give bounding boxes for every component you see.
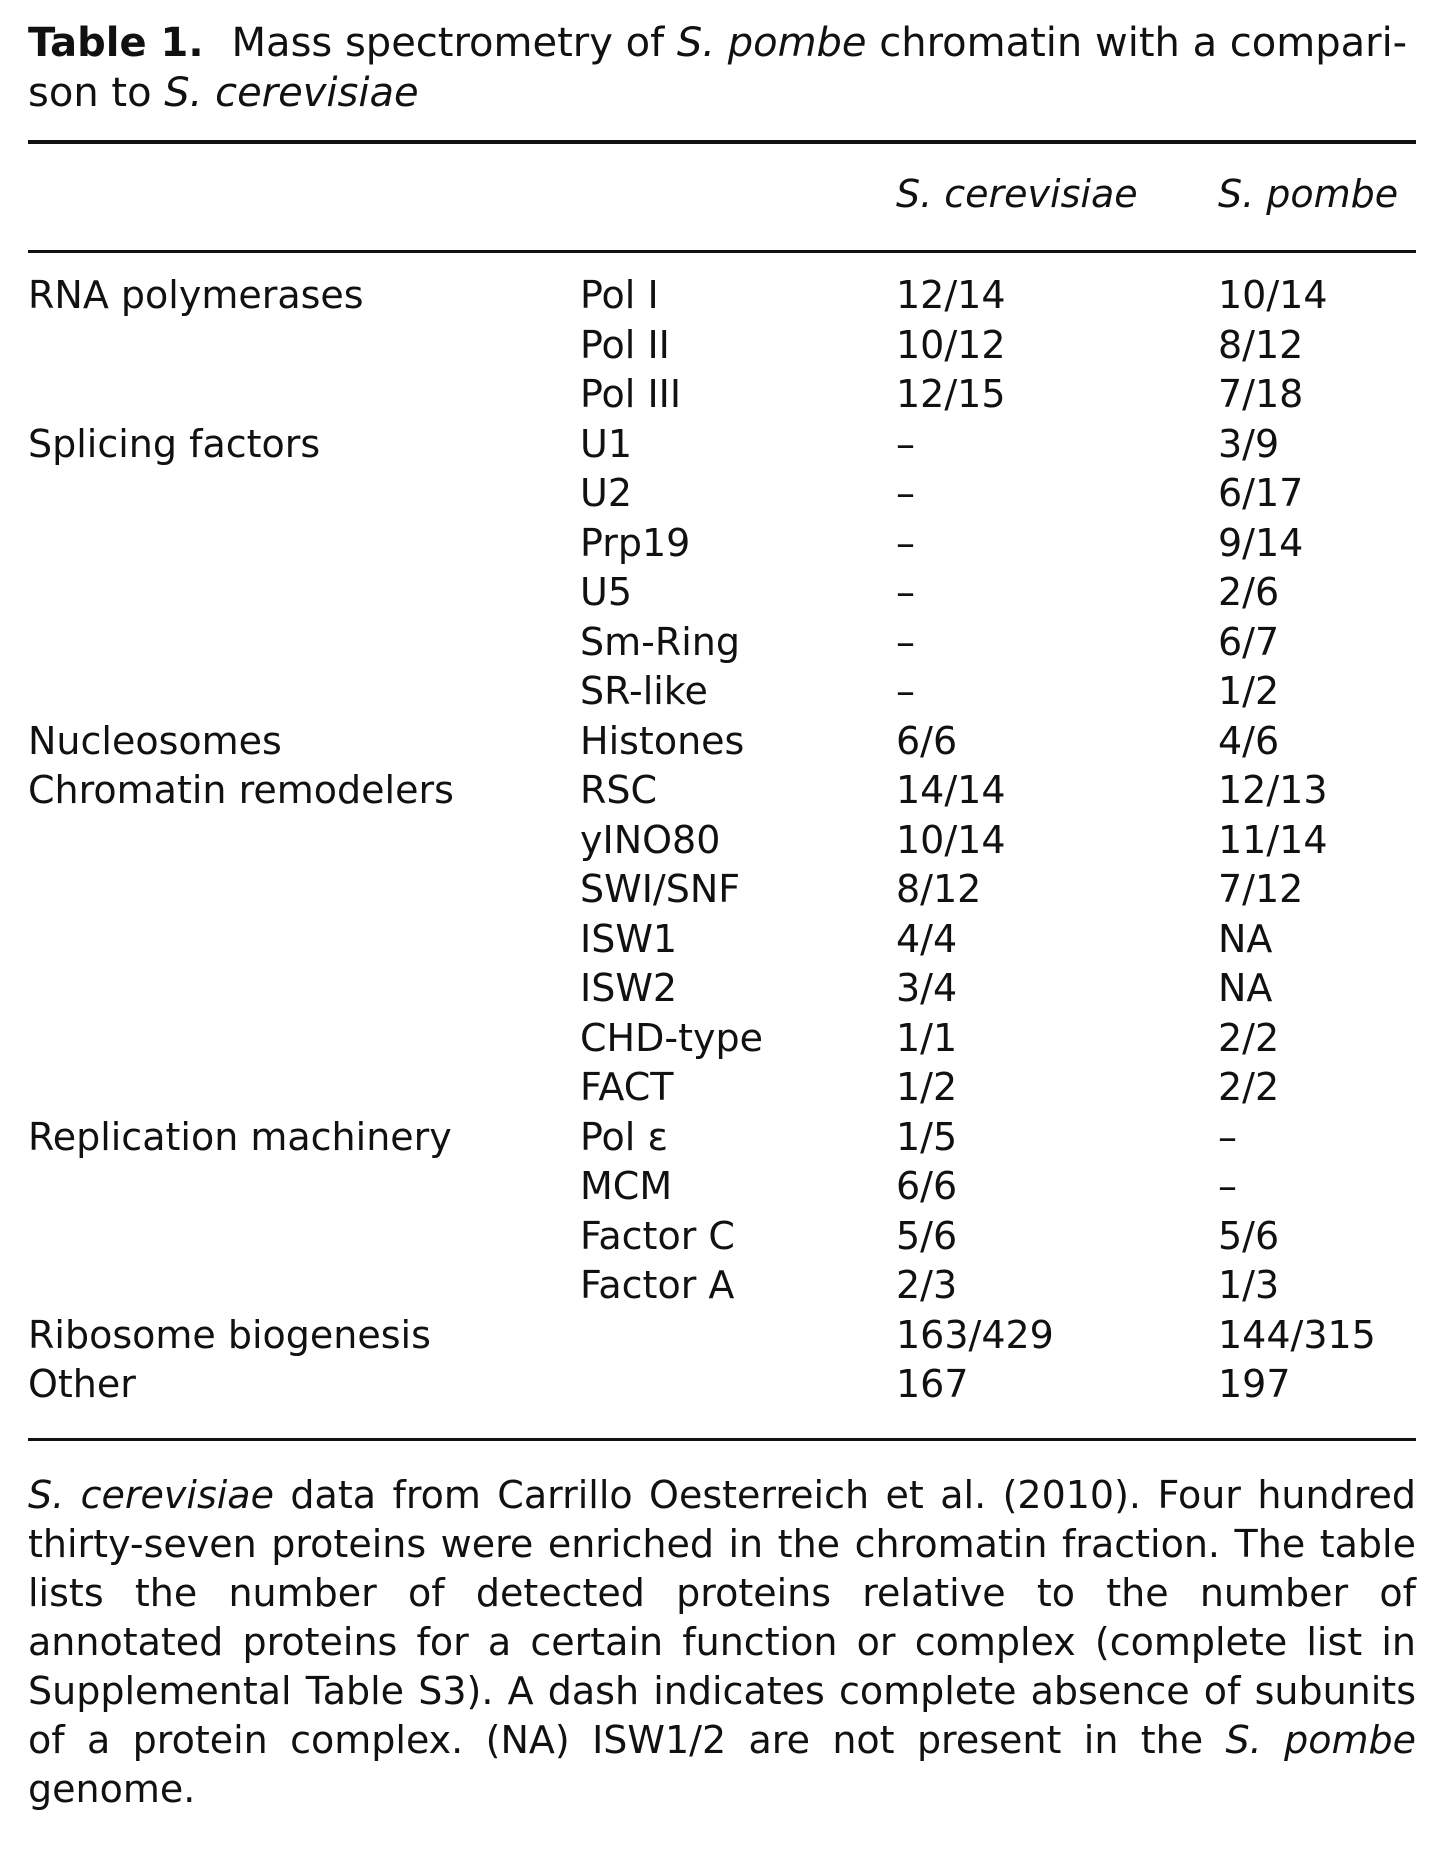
row-s-cerevisiae-value: 1/1: [896, 1015, 958, 1060]
row-category: Nucleosomes: [28, 718, 282, 763]
footnote-species-1: S. cerevisiae: [28, 1472, 274, 1517]
column-header-s-pombe: S. pombe: [1218, 172, 1399, 216]
row-category: Replication machinery: [28, 1114, 452, 1159]
row-s-cerevisiae-value: 167: [896, 1362, 969, 1406]
row-complex: ISW2: [580, 966, 678, 1010]
row-s-pombe-value: 2/2: [1218, 1065, 1280, 1109]
row-category: Chromatin remodelers: [28, 768, 454, 812]
row-s-cerevisiae-value: 163/429: [896, 1312, 1054, 1357]
row-s-pombe-value: 144/315: [1218, 1312, 1376, 1357]
row-s-cerevisiae-value: 8/12: [896, 867, 982, 911]
row-s-cerevisiae-value: 14/14: [896, 768, 1006, 812]
table-row: [28, 420, 1416, 470]
row-s-cerevisiae-value: 6/6: [896, 1164, 958, 1208]
row-s-pombe-value: 7/12: [1218, 867, 1304, 911]
row-complex: Pol I: [580, 273, 659, 317]
table-row: [28, 816, 1416, 866]
row-s-pombe-value: 2/2: [1218, 1015, 1280, 1060]
row-s-pombe-value: NA: [1218, 966, 1273, 1010]
title-species-1: S. pombe: [676, 20, 867, 66]
table-row: [28, 1162, 1416, 1212]
row-s-cerevisiae-value: 10/12: [896, 322, 1006, 367]
row-s-pombe-value: 3/9: [1218, 421, 1280, 466]
row-complex: yINO80: [580, 817, 721, 862]
row-s-pombe-value: 6/17: [1218, 471, 1304, 515]
row-s-pombe-value: NA: [1218, 916, 1273, 961]
table-row: [28, 865, 1416, 915]
row-category: RNA polymerases: [28, 273, 364, 317]
row-complex: Factor A: [580, 1263, 735, 1307]
row-s-cerevisiae-value: 12/15: [896, 372, 1006, 416]
table-row: [28, 1063, 1416, 1113]
row-s-cerevisiae-value: 1/2: [896, 1065, 958, 1109]
table-row: [28, 1311, 1416, 1361]
title-text-1: Mass spectrometry of: [231, 20, 677, 66]
row-complex: SR-like: [580, 669, 708, 713]
table-row: [28, 1113, 1416, 1163]
row-s-pombe-value: 5/6: [1218, 1213, 1280, 1258]
table-row: [28, 271, 1416, 321]
row-s-pombe-value: 4/6: [1218, 718, 1280, 763]
table-header-row: [28, 144, 1416, 250]
row-s-pombe-value: 12/13: [1218, 768, 1328, 812]
row-s-pombe-value: 8/12: [1218, 322, 1304, 367]
table-label: Table 1.: [28, 20, 204, 66]
row-category: Splicing factors: [28, 421, 321, 466]
table-row: [28, 717, 1416, 767]
row-complex: MCM: [580, 1164, 673, 1208]
table-container: [28, 18, 1416, 1852]
row-s-cerevisiae-value: 3/4: [896, 966, 958, 1010]
row-complex: Pol III: [580, 372, 682, 416]
row-complex: FACT: [580, 1065, 674, 1109]
row-complex: Histones: [580, 718, 745, 763]
table-row: [28, 370, 1416, 420]
table-row: [28, 964, 1416, 1014]
row-s-cerevisiae-value: 10/14: [896, 817, 1006, 862]
row-complex: Prp19: [580, 520, 691, 565]
table-row: [28, 1212, 1416, 1262]
row-s-pombe-value: 197: [1218, 1362, 1291, 1406]
row-s-cerevisiae-value: –: [896, 619, 915, 664]
row-complex: SWI/SNF: [580, 867, 741, 911]
row-s-pombe-value: 1/2: [1218, 669, 1280, 713]
row-complex: CHD-type: [580, 1015, 763, 1060]
row-complex: RSC: [580, 768, 658, 812]
row-category: Ribosome biogenesis: [28, 1312, 431, 1357]
table-row: [28, 321, 1416, 371]
column-header-s-cerevisiae: S. cerevisiae: [896, 172, 1138, 216]
row-s-cerevisiae-value: 6/6: [896, 718, 958, 763]
table-row: [28, 568, 1416, 618]
row-s-cerevisiae-value: 5/6: [896, 1213, 958, 1258]
row-s-pombe-value: 1/3: [1218, 1263, 1280, 1307]
table-row: [28, 667, 1416, 717]
row-s-pombe-value: –: [1218, 1164, 1237, 1208]
table-title: [28, 18, 1416, 118]
row-complex: U1: [580, 421, 632, 466]
row-s-pombe-value: 7/18: [1218, 372, 1304, 416]
title-species-2: S. cerevisiae: [164, 70, 419, 116]
row-s-pombe-value: –: [1218, 1114, 1237, 1159]
row-category: Other: [28, 1362, 136, 1406]
row-s-cerevisiae-value: 1/5: [896, 1114, 958, 1159]
table-row: [28, 1014, 1416, 1064]
table-body: [28, 253, 1416, 1438]
row-s-cerevisiae-value: 2/3: [896, 1263, 958, 1307]
table-row: [28, 915, 1416, 965]
row-complex: ISW1: [580, 916, 678, 961]
row-complex: Pol II: [580, 322, 670, 367]
title-text-2: chromatin with a compari-son to: [28, 20, 1408, 116]
row-complex: U5: [580, 570, 632, 614]
row-complex: U2: [580, 471, 632, 515]
row-s-cerevisiae-value: –: [896, 421, 915, 466]
footnote-text-2: genome.: [28, 1766, 196, 1811]
table-row: [28, 618, 1416, 668]
row-complex: Factor C: [580, 1213, 735, 1258]
footnote-species-2: S. pombe: [1225, 1717, 1416, 1762]
row-s-cerevisiae-value: –: [896, 471, 915, 515]
table-row: [28, 519, 1416, 569]
row-complex: Sm-Ring: [580, 619, 741, 664]
table-row: [28, 469, 1416, 519]
row-s-cerevisiae-value: 4/4: [896, 916, 958, 961]
table-row: [28, 1360, 1416, 1410]
table-row: [28, 1261, 1416, 1311]
row-s-cerevisiae-value: –: [896, 570, 915, 614]
row-s-pombe-value: 9/14: [1218, 520, 1304, 565]
footnote-text-1: data from Carrillo Oesterreich et al. (2010). Four hundred thirty-seven proteins were enriched in the chromatin fraction. The table lists the number of detected proteins relative to the number of annotated proteins for a certain function or complex (complete list in Supplemental Table S3). A dash indicates complete absence of subunits of a protein complex. (NA) ISW1/2 are not present in the: [28, 1472, 1416, 1762]
row-s-pombe-value: 6/7: [1218, 619, 1280, 664]
table-footnote: [28, 1471, 1416, 1814]
row-s-pombe-value: 2/6: [1218, 570, 1280, 614]
row-s-cerevisiae-value: 12/14: [896, 273, 1006, 317]
table-row: [28, 766, 1416, 816]
row-s-pombe-value: 11/14: [1218, 817, 1328, 862]
row-s-pombe-value: 10/14: [1218, 273, 1328, 317]
row-s-cerevisiae-value: –: [896, 669, 915, 713]
bottom-rule: [28, 1438, 1416, 1441]
row-complex: Pol ε: [580, 1114, 668, 1159]
row-s-cerevisiae-value: –: [896, 520, 915, 565]
